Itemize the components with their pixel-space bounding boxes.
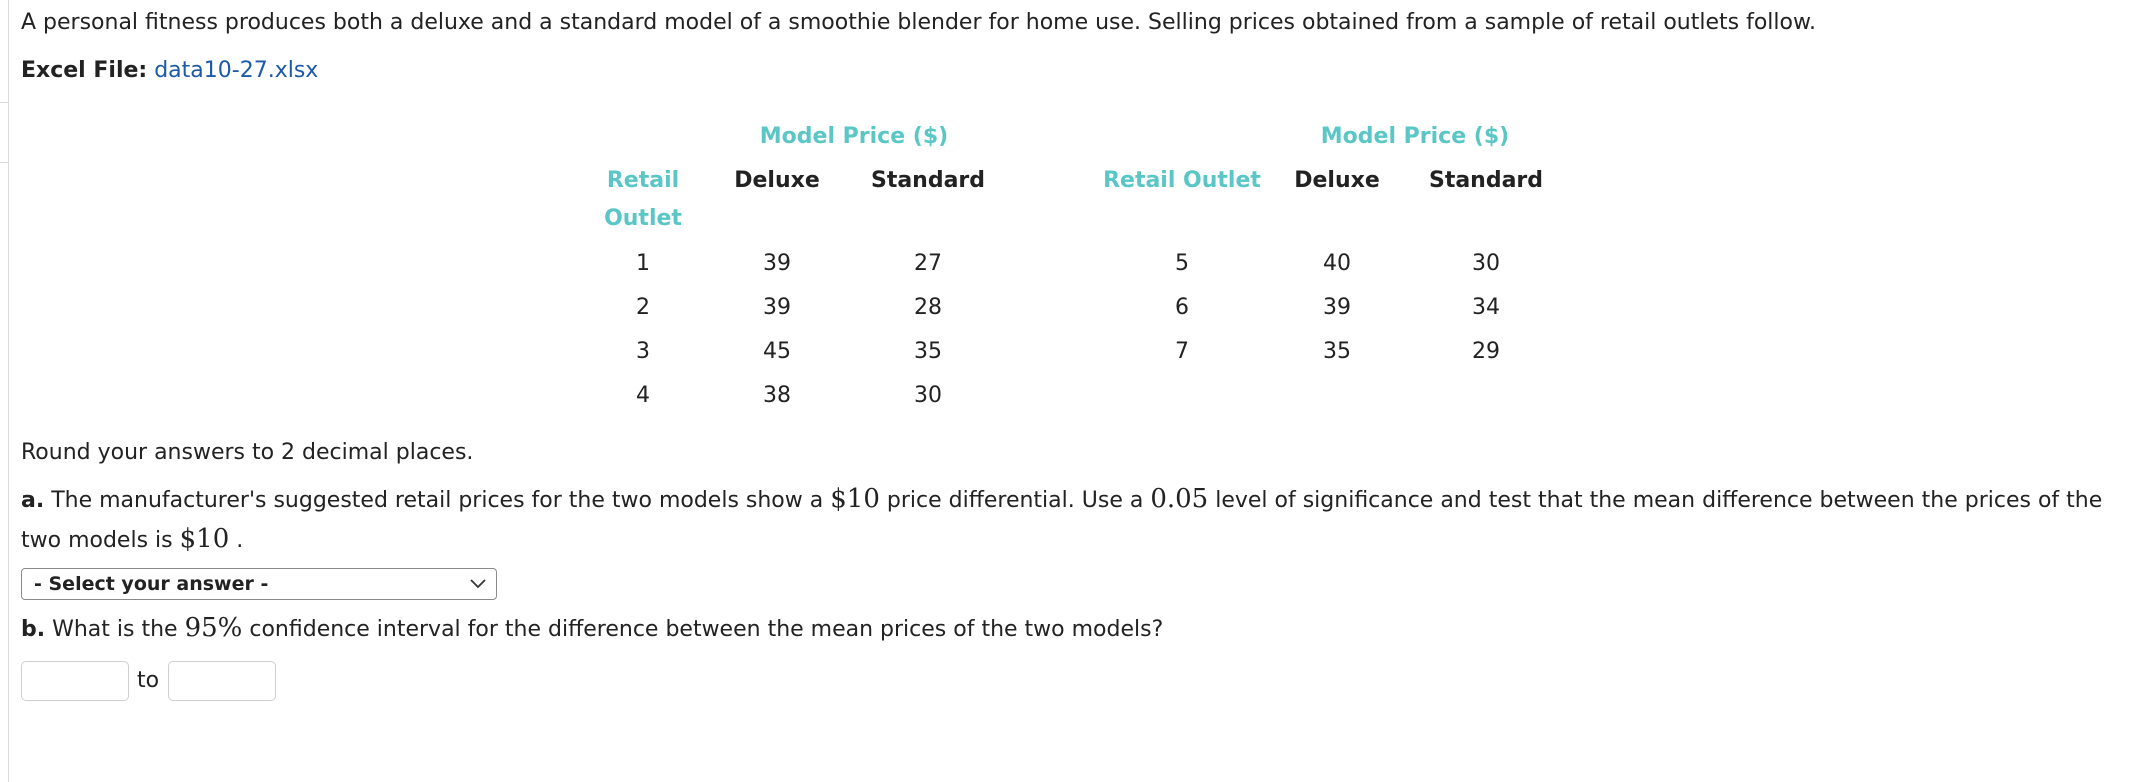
standard-header-right: Standard	[1428, 168, 1544, 193]
question-a-letter: a.	[21, 488, 45, 513]
question-a-price-differential: $10	[830, 484, 880, 514]
left-row-3-deluxe: 45	[763, 339, 791, 364]
right-row-3-standard: 29	[1472, 339, 1500, 364]
standard-header-left: Standard	[870, 168, 986, 193]
right-row-3-outlet: 7	[1175, 339, 1189, 364]
model-price-header-right: Model Price ($)	[1320, 124, 1510, 149]
question-b	[21, 613, 1163, 643]
right-row-1-standard: 30	[1472, 251, 1500, 276]
model-price-header-left: Model Price ($)	[759, 124, 949, 149]
question-a-mean-difference: $10	[179, 524, 230, 554]
left-row-4-standard: 30	[914, 383, 942, 408]
right-row-2-outlet: 6	[1175, 295, 1189, 320]
ci-upper-input[interactable]	[168, 661, 276, 701]
left-row-4-deluxe: 38	[763, 383, 791, 408]
ci-to-label: to	[137, 668, 160, 693]
chevron-down-icon	[468, 575, 488, 593]
right-row-1-outlet: 5	[1175, 251, 1189, 276]
left-border-tick	[0, 162, 9, 163]
right-row-2-standard: 34	[1472, 295, 1500, 320]
retail-outlet-header-right: Retail Outlet	[1103, 168, 1261, 193]
deluxe-header-left: Deluxe	[734, 168, 820, 193]
excel-file-line	[21, 58, 318, 83]
left-row-3-standard: 35	[914, 339, 942, 364]
answer-select-value: - Select your answer -	[34, 573, 269, 595]
left-row-1-deluxe: 39	[763, 251, 791, 276]
question-b-letter: b.	[21, 617, 46, 642]
left-border	[8, 0, 9, 782]
left-row-4-outlet: 4	[636, 383, 650, 408]
left-row-3-outlet: 3	[636, 339, 650, 364]
right-row-3-deluxe: 35	[1323, 339, 1351, 364]
deluxe-header-right: Deluxe	[1294, 168, 1380, 193]
retail-outlet-header-left-line1: Retail	[606, 168, 680, 193]
question-b-confidence-level: 95%	[184, 613, 243, 643]
left-row-2-outlet: 2	[636, 295, 650, 320]
problem-intro: A personal fitness produces both a deluxe and a standard model of a smoothie blender for home use. Selling prices obtained from a sample of retail outlets follow.	[21, 10, 1816, 35]
question-a-text-1: The manufacturer's suggested retail prices for the two models show a	[51, 488, 824, 513]
left-row-2-deluxe: 39	[763, 295, 791, 320]
right-row-2-deluxe: 39	[1323, 295, 1351, 320]
left-row-1-outlet: 1	[636, 251, 650, 276]
question-b-text-1: What is the	[52, 617, 178, 642]
excel-file-label: Excel File:	[21, 58, 148, 83]
left-row-2-standard: 28	[914, 295, 942, 320]
question-b-text-2: confidence interval for the difference between the mean prices of the two models?	[249, 617, 1164, 642]
question-a-text-3: level of significance and test that the mean difference between the prices of the two models is	[21, 488, 2103, 553]
question-a-significance: 0.05	[1150, 484, 1209, 514]
left-border-tick	[0, 102, 9, 103]
answer-select[interactable]	[21, 568, 497, 600]
question-a-text-2: price differential. Use a	[886, 488, 1144, 513]
question-a-text-4: .	[236, 528, 244, 553]
right-row-1-deluxe: 40	[1323, 251, 1351, 276]
rounding-instruction: Round your answers to 2 decimal places.	[21, 440, 474, 465]
question-a	[21, 480, 2116, 560]
ci-lower-input[interactable]	[21, 661, 129, 701]
retail-outlet-header-left-line2: Outlet	[604, 206, 682, 231]
excel-file-link[interactable]: data10-27.xlsx	[154, 58, 319, 83]
left-row-1-standard: 27	[914, 251, 942, 276]
